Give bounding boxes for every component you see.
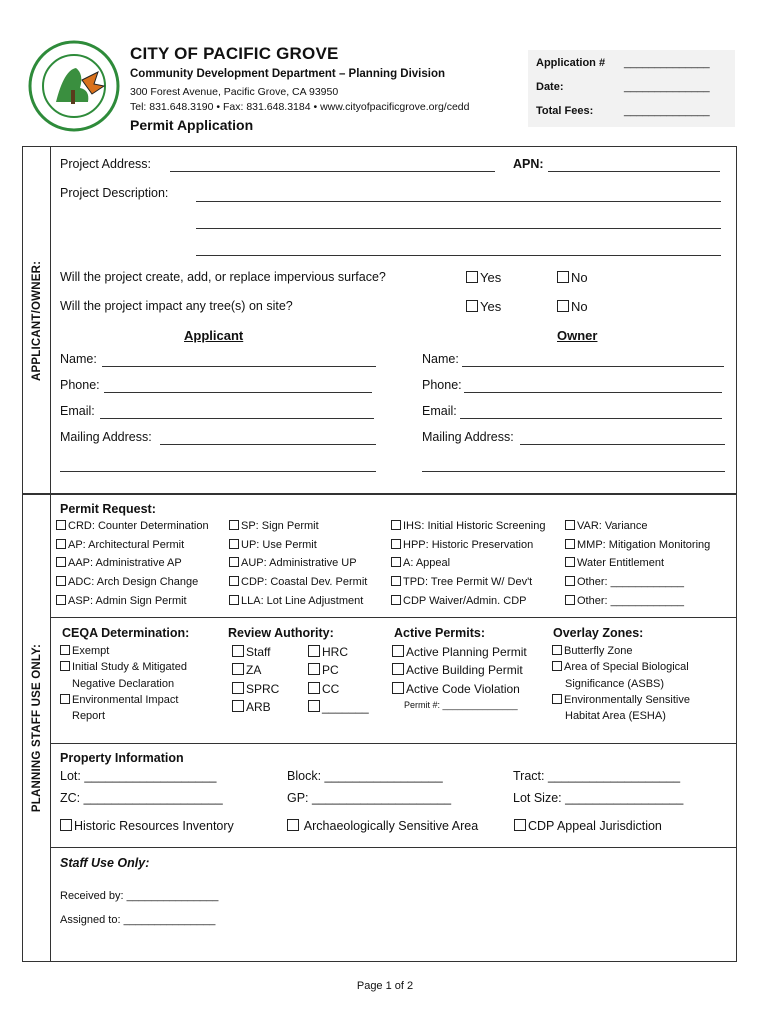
checkbox-icon[interactable] — [391, 539, 401, 549]
trees-question: Will the project impact any tree(s) on site? — [60, 299, 293, 313]
overlay-option-continuation: Habitat Area (ESHA) — [565, 710, 666, 722]
checkbox-icon[interactable] — [565, 539, 575, 549]
permit-option[interactable] — [565, 576, 684, 588]
permit-option[interactable] — [391, 520, 545, 532]
planning-staff-side-label: PLANNING STAFF USE ONLY: — [31, 643, 43, 813]
ceqa-option-label: Environmental Impact — [72, 694, 179, 706]
permit-option-label: LLA: Lot Line Adjustment — [241, 595, 364, 607]
overlay-zones-heading: Overlay Zones: — [553, 626, 644, 640]
permit-option-label: Other: ____________ — [577, 576, 685, 588]
overlay-butterfly[interactable] — [552, 645, 632, 657]
staff-use-heading: Staff Use Only: — [60, 856, 150, 870]
checkbox-icon[interactable] — [466, 300, 478, 312]
active-permits-heading: Active Permits: — [394, 626, 486, 640]
lot-field[interactable]: Lot: ___________________ — [60, 769, 217, 783]
active-code-violation[interactable] — [392, 682, 520, 696]
project-description-label: Project Description: — [60, 186, 169, 200]
yes-label: Yes — [480, 270, 502, 285]
project-address-field[interactable] — [170, 171, 495, 172]
permit-option-label: UP: Use Permit — [241, 539, 317, 551]
permit-option-label: Other: ____________ — [577, 595, 685, 607]
no-label: No — [571, 270, 588, 285]
review-option-label: HRC — [322, 645, 348, 659]
checkbox-icon[interactable] — [392, 663, 404, 675]
checkbox-icon[interactable] — [229, 520, 239, 530]
permit-option-label: VAR: Variance — [577, 520, 648, 532]
date-label: Date: — [536, 81, 564, 93]
applicant-owner-side-divider — [50, 146, 51, 494]
checkbox-icon[interactable] — [514, 819, 526, 831]
permit-option[interactable] — [391, 595, 526, 607]
active-option-label: Active Building Permit — [406, 663, 523, 677]
apn-label: APN: — [513, 157, 544, 171]
permit-option[interactable] — [565, 520, 648, 532]
permit-number-field[interactable]: Permit #: _______________ — [404, 700, 518, 710]
checkbox-icon[interactable] — [232, 700, 244, 712]
planning-staff-side-divider — [50, 494, 51, 962]
ceqa-option-continuation: Report — [72, 710, 106, 722]
checkbox-icon[interactable] — [56, 539, 66, 549]
checkbox-icon[interactable] — [565, 557, 575, 567]
active-planning-permit[interactable] — [392, 645, 527, 659]
permit-request-heading: Permit Request: — [60, 502, 156, 516]
permit-option[interactable] — [56, 539, 184, 551]
checkbox-icon[interactable] — [552, 661, 562, 671]
owner-name-label: Name: — [422, 352, 459, 366]
cdp-appeal-label: CDP Appeal Jurisdiction — [528, 819, 662, 833]
address-line: 300 Forest Avenue, Pacific Grove, CA 93950 — [130, 86, 339, 98]
impervious-yes[interactable] — [466, 270, 501, 285]
lot-size-field[interactable]: Lot Size: _________________ — [513, 791, 684, 805]
checkbox-icon[interactable] — [565, 520, 575, 530]
permit-option-label: HPP: Historic Preservation — [403, 539, 534, 551]
applicant-phone-label: Phone: — [60, 378, 100, 392]
permit-option-label: A: Appeal — [403, 557, 451, 569]
permit-option-label: SP: Sign Permit — [241, 520, 319, 532]
review-option[interactable] — [232, 663, 261, 677]
overlay-option-label: Area of Special Biological — [564, 661, 689, 673]
permit-option-label: ADC: Arch Design Change — [68, 576, 199, 588]
review-option[interactable] — [232, 645, 270, 659]
contact-line: Tel: 831.648.3190 • Fax: 831.648.3184 • www.cityofpacificgrove.org/cedd — [130, 101, 470, 113]
ceqa-eir[interactable] — [60, 694, 178, 706]
assigned-to-field[interactable]: Assigned to: _______________ — [60, 914, 216, 926]
checkbox-icon[interactable] — [552, 645, 562, 655]
review-option[interactable] — [308, 700, 369, 714]
project-description-line-1[interactable] — [196, 201, 721, 202]
ceqa-option-label: Exempt — [72, 645, 110, 657]
city-seal-logo — [24, 40, 124, 132]
applicant-mailing-field[interactable] — [160, 444, 376, 445]
tract-field[interactable]: Tract: ___________________ — [513, 769, 681, 783]
project-address-label: Project Address: — [60, 157, 152, 171]
yes-label: Yes — [480, 299, 502, 314]
block-field[interactable]: Block: _________________ — [287, 769, 443, 783]
permit-option[interactable] — [391, 576, 532, 588]
checkbox-icon[interactable] — [287, 819, 299, 831]
checkbox-icon[interactable] — [229, 557, 239, 567]
permit-option[interactable] — [229, 539, 317, 551]
active-building-permit[interactable] — [392, 663, 523, 677]
review-option-label: ZA — [246, 663, 262, 677]
review-option-label: CC — [322, 682, 340, 696]
permit-option[interactable] — [565, 539, 710, 551]
ceqa-option-continuation: Negative Declaration — [72, 678, 175, 690]
project-description-line-2[interactable] — [196, 228, 721, 229]
impervious-no[interactable] — [557, 270, 588, 285]
archaeo-checkbox[interactable] — [287, 819, 478, 833]
checkbox-icon[interactable] — [56, 595, 66, 605]
applicant-email-label: Email: — [60, 404, 95, 418]
checkbox-icon[interactable] — [552, 694, 562, 704]
checkbox-icon[interactable] — [392, 645, 404, 657]
review-option-label: _______ — [322, 700, 369, 714]
received-by-field[interactable]: Received by: _______________ — [60, 890, 219, 902]
historic-label: Historic Resources Inventory — [74, 819, 234, 833]
applicant-email-field[interactable] — [100, 418, 374, 419]
owner-mailing-field[interactable] — [520, 444, 725, 445]
permit-option-label: CDP: Coastal Dev. Permit — [241, 576, 368, 588]
owner-mailing-label: Mailing Address: — [422, 430, 514, 444]
form-title: Permit Application — [130, 117, 254, 133]
checkbox-icon[interactable] — [60, 819, 72, 831]
permit-option-label: TPD: Tree Permit W/ Dev't — [403, 576, 533, 588]
checkbox-icon[interactable] — [391, 576, 401, 586]
ceqa-option-label: Initial Study & Mitigated — [72, 661, 187, 673]
checkbox-icon[interactable] — [391, 557, 401, 567]
owner-phone-field[interactable] — [464, 392, 722, 393]
checkbox-icon[interactable] — [60, 661, 70, 671]
review-option-label: PC — [322, 663, 339, 677]
permit-option[interactable] — [229, 576, 367, 588]
checkbox-icon[interactable] — [56, 520, 66, 530]
owner-phone-label: Phone: — [422, 378, 462, 392]
permit-option-label: AUP: Administrative UP — [241, 557, 357, 569]
applicant-name-label: Name: — [60, 352, 97, 366]
property-info-heading: Property Information — [60, 751, 184, 765]
divider — [50, 743, 737, 744]
overlay-option-continuation: Significance (ASBS) — [565, 678, 665, 690]
checkbox-icon[interactable] — [232, 645, 244, 657]
checkbox-icon[interactable] — [60, 694, 70, 704]
checkbox-icon[interactable] — [229, 595, 239, 605]
trees-yes[interactable] — [466, 299, 501, 314]
application-number-field[interactable]: ______________ — [624, 57, 710, 69]
owner-mailing-field-2[interactable] — [422, 471, 725, 472]
impervious-question: Will the project create, add, or replace impervious surface? — [60, 270, 386, 284]
checkbox-icon[interactable] — [56, 576, 66, 586]
no-label: No — [571, 299, 588, 314]
checkbox-icon[interactable] — [392, 682, 404, 694]
page-number: Page 1 of 2 — [356, 980, 414, 992]
permit-option[interactable] — [565, 557, 664, 569]
review-option-label: Staff — [246, 645, 271, 659]
owner-email-label: Email: — [422, 404, 457, 418]
checkbox-icon[interactable] — [308, 663, 320, 675]
review-option[interactable] — [308, 663, 339, 677]
review-option[interactable] — [232, 682, 279, 696]
checkbox-icon[interactable] — [565, 595, 575, 605]
applicant-heading: Applicant — [184, 328, 244, 343]
permit-option[interactable] — [391, 557, 450, 569]
application-info-box — [528, 50, 735, 127]
applicant-phone-field[interactable] — [104, 392, 372, 393]
permit-option[interactable] — [56, 576, 198, 588]
owner-email-field[interactable] — [460, 418, 722, 419]
apn-field[interactable] — [548, 171, 720, 172]
checkbox-icon[interactable] — [308, 700, 320, 712]
department-line: Community Development Department – Planning Division — [130, 68, 446, 80]
ceqa-heading: CEQA Determination: — [62, 626, 190, 640]
zc-field[interactable]: ZC: ____________________ — [60, 791, 223, 805]
permit-option-label: MMP: Mitigation Monitoring — [577, 539, 711, 551]
permit-option-label: AAP: Administrative AP — [68, 557, 182, 569]
permit-option-label: CRD: Counter Determination — [68, 520, 209, 532]
ceqa-exempt[interactable] — [60, 645, 109, 657]
checkbox-icon[interactable] — [565, 576, 575, 586]
total-fees-field[interactable]: ______________ — [624, 105, 710, 117]
checkbox-icon[interactable] — [56, 557, 66, 567]
applicant-owner-side-label: APPLICANT/OWNER: — [31, 260, 43, 381]
city-name: CITY OF PACIFIC GROVE — [130, 44, 339, 63]
applicant-mailing-field-2[interactable] — [60, 471, 376, 472]
checkbox-icon[interactable] — [391, 595, 401, 605]
overlay-esha[interactable] — [552, 694, 690, 706]
checkbox-icon[interactable] — [308, 682, 320, 694]
owner-name-field[interactable] — [462, 366, 724, 367]
checkbox-icon[interactable] — [232, 663, 244, 675]
checkbox-icon[interactable] — [229, 576, 239, 586]
permit-option[interactable] — [56, 520, 209, 532]
permit-option-label: IHS: Initial Historic Screening — [403, 520, 546, 532]
owner-heading: Owner — [557, 328, 598, 343]
review-authority-heading: Review Authority: — [228, 626, 334, 640]
project-description-line-3[interactable] — [196, 255, 721, 256]
overlay-option-label: Environmentally Sensitive — [564, 694, 690, 706]
trees-no[interactable] — [557, 299, 588, 314]
checkbox-icon[interactable] — [229, 539, 239, 549]
permit-option[interactable] — [565, 595, 684, 607]
checkbox-icon[interactable] — [391, 520, 401, 530]
review-option-label: SPRC — [246, 682, 280, 696]
historic-resources-checkbox[interactable] — [60, 819, 234, 833]
checkbox-icon[interactable] — [308, 645, 320, 657]
gp-field[interactable]: GP: ____________________ — [287, 791, 452, 805]
review-option[interactable] — [232, 700, 271, 714]
permit-option-label: Water Entitlement — [577, 557, 665, 569]
checkbox-icon[interactable] — [60, 645, 70, 655]
checkbox-icon[interactable] — [232, 682, 244, 694]
ceqa-initial-study[interactable] — [60, 661, 187, 673]
total-fees-label: Total Fees: — [536, 105, 594, 117]
permit-option-label: CDP Waiver/Admin. CDP — [403, 595, 527, 607]
divider — [50, 617, 737, 618]
checkbox-icon[interactable] — [557, 300, 569, 312]
date-field[interactable]: ______________ — [624, 81, 710, 93]
overlay-option-label: Butterfly Zone — [564, 645, 633, 657]
application-number-label: Application # — [536, 57, 606, 69]
applicant-mailing-label: Mailing Address: — [60, 430, 152, 444]
permit-option[interactable] — [229, 520, 319, 532]
overlay-asbs[interactable] — [552, 661, 689, 673]
permit-option[interactable] — [56, 557, 182, 569]
checkbox-icon[interactable] — [466, 271, 478, 283]
divider — [50, 847, 737, 848]
cdp-appeal-checkbox[interactable] — [514, 819, 662, 833]
active-option-label: Active Planning Permit — [406, 645, 527, 659]
applicant-name-field[interactable] — [102, 366, 376, 367]
permit-option[interactable] — [229, 557, 357, 569]
permit-option[interactable] — [56, 595, 187, 607]
permit-option-label: ASP: Admin Sign Permit — [68, 595, 187, 607]
active-option-label: Active Code Violation — [406, 682, 520, 696]
review-option-label: ARB — [246, 700, 271, 714]
permit-option-label: AP: Architectural Permit — [68, 539, 185, 551]
archaeo-label: Archaeologically Sensitive Area — [303, 819, 479, 833]
permit-option[interactable] — [229, 595, 363, 607]
permit-option[interactable] — [391, 539, 533, 551]
checkbox-icon[interactable] — [557, 271, 569, 283]
review-option[interactable] — [308, 682, 339, 696]
review-option[interactable] — [308, 645, 348, 659]
